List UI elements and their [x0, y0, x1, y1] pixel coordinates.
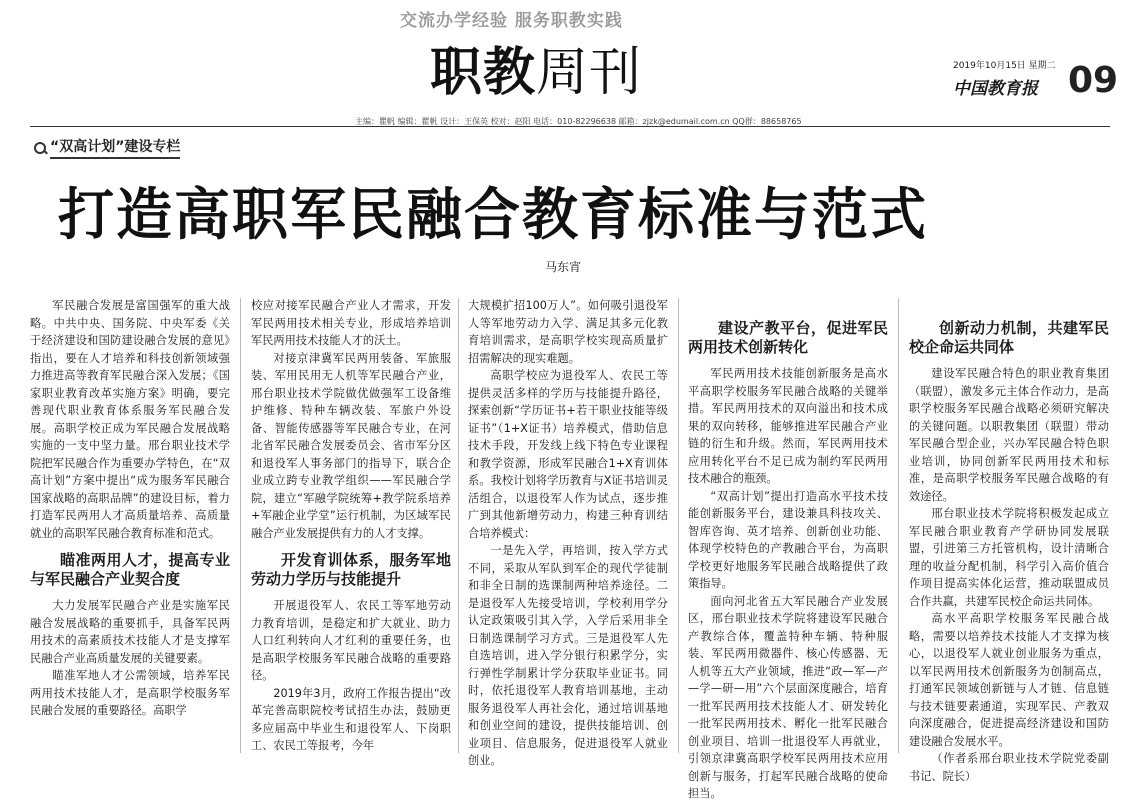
paragraph: 一是先入学，再培训，按入学方式不同，采取从军队到军企的现代学徒制和非全日制的选课制两种培养途径。二是退役军人先接受培训，学校利用学分认定政策吸引其入学，入学后采用非全日制选课制学习方式。三是退役军人先自选培训，进入学分银行积累学分，实行弹性学制累计学分获取毕业证书。同时，依托退役军人教育培训基地，主动服务退役军人再社会化，通过培训基地和创业空间的建设，提供技能培训、创业项目、信息服务，促进退役军人就业创业。	[468, 544, 668, 767]
paragraph: 2019年3月，政府工作报告提出“改革完善高职院校考试招生办法，鼓励更多应届高中毕业生和退役军人、下岗职工、农民工等报考，今年	[251, 686, 451, 752]
masthead-bold: 职教	[430, 43, 537, 103]
paragraph: 高职学校应为退役军人、农民工等提供灵活多样的学历与技能提升路径，探索创新“学历证书+若干职业技能等级证书”（1+X证书）培养模式，借助信息技术手段，开发线上线下特色专业课程和教学资源，形成军民融合1+X育训体系。我校计划将学历教育与X证书培训灵活组合，以退役军人作为试点，逐步推广到其他新增劳动力，构建三种育训结合培养模式：	[468, 369, 668, 540]
slogan: 交流办学经验 服务职教实践	[400, 11, 623, 31]
column-divider	[240, 298, 241, 753]
column-divider	[898, 298, 899, 753]
column-divider	[678, 298, 679, 753]
paragraph: 大规模扩招100万人”。如何吸引退役军人等军地劳动力入学、满足其多元化教育培训需求，是高职学校实现高质量扩招需解决的现实难题。	[468, 299, 668, 365]
paragraph: 建设军民融合特色的职业教育集团（联盟），激发多元主体合作动力，是高职学校服务军民融合战略必须研究解决的关键问题。以职教集团（联盟）带动军民融合型企业，兴办军民融合特色职业培训，协同创新军民两用技术和标准，是高职学校服务军民融合战略的有效途径。	[909, 367, 1109, 503]
headline: 打造高职军民融合教育标准与范式	[58, 183, 928, 248]
byline: 马东宵	[545, 260, 582, 274]
search-icon	[34, 142, 46, 154]
paragraph: 大力发展军民融合产业是实施军民融合发展战略的重要抓手，具备军民两用技术的高素质技术技能人才是支撑军民融合产业高质量发展的关键要素。	[30, 599, 230, 665]
subheading: 瞄准两用人才，提高专业与军民融合产业契合度	[30, 551, 230, 588]
paragraph: 高水平高职学校服务军民融合战略，需要以培养技术技能人才支撑为核心，以退役军人就业创业服务为重点，以军民两用技术创新服务为创制高点，打通军民领域创新链与人才链、信息链与技术链要素通道，实现军民、产教双向深度融合，促进提高经济建设和国防建设融合发展水平。	[909, 612, 1109, 748]
subheading: 开发育训体系，服务军地劳动力学历与技能提升	[251, 551, 451, 588]
editorial-credits: 主编：瞿帆 编辑：瞿帆 设计：王保英 校对：赵阳 电话：010-82296638 邮箱：zjzk@edumail.com.cn QQ群：88658765	[355, 117, 802, 126]
article-column-5	[909, 297, 1109, 785]
article-column-2	[251, 297, 451, 755]
column-divider	[458, 298, 459, 753]
issue-date: 2019年10月15日 星期二	[953, 61, 1056, 71]
column-tag	[34, 136, 180, 159]
paper-name: 中国教育报	[953, 79, 1038, 99]
paragraph: 邢台职业技术学院将积极发起成立军民融合职业教育产学研协同发展联盟，引进第三方托管机构，设计清晰合理的收益分配机制，科学引入高价值合作项目提高实体化运营，推动联盟成员合作共赢，共建军民校企命运共同体。	[909, 507, 1109, 608]
subheading: 创新动力机制，共建军民校企命运共同体	[909, 319, 1109, 356]
header-divider	[30, 126, 1110, 127]
paragraph: 面向河北省五大军民融合产业发展区，邢台职业技术学院将建设军民融合产教综合体，覆盖特种车辆、特种服装、军民两用微器件、核心传感器、无人机等五大产业领域，推进“政—军—产—学—研—用”六个层面深度融合，培育一批军民两用技术技能人才、研发转化一批军民两用技术、孵化一批军民融合创业项目、培训一批退役军人再就业，引领京津冀高职学校军民两用技术应用创新与服务，打起军民融合战略的使命担当。	[688, 594, 888, 800]
paragraph: “双高计划”提出打造高水平技术技能创新服务平台，建设兼具科技攻关、智库咨询、英才培养、创新创业功能、体现学校特色的产教融合平台，为高职学校更好地服务军民融合战略提供了政策指导。	[688, 489, 888, 590]
author-note: （作者系邢台职业技术学院党委副书记、院长）	[909, 752, 1109, 783]
masthead	[430, 30, 642, 105]
column-tag-label: “双高计划”建设专栏	[50, 136, 180, 159]
paragraph: 校应对接军民融合产业人才需求，开发军民两用技术相关专业，形成培养培训军民两用技术技能人才的沃土。	[251, 299, 451, 347]
paragraph: 瞄准军地人才公需领域，培养军民两用技术技能人才，是高职学校服务军民融合发展的重要路径。高职学	[30, 669, 230, 717]
subheading: 建设产教平台，促进军民两用技术创新转化	[688, 319, 888, 356]
paragraph: 开展退役军人、农民工等军地劳动力教育培训，是稳定和扩大就业、助力人口红利转向人才红利的重要任务，也是高职学校服务军民融合战略的重要路径。	[251, 599, 451, 682]
article-column-3	[468, 297, 668, 770]
masthead-thin: 周刊	[536, 43, 643, 103]
paragraph: 对接京津冀军民两用装备、军旅服装、军用民用无人机等军民融合产业，邢台职业技术学院做优做强军工设备维护维修、特种车辆改装、军旅户外设备、智能传感器等军民融合专业，在河北省军民融合发展委员会、省市军分区和退役军人事务部门的指导下，联合企业成立跨专业教学组织——军民融合学院，建立“军融学院统筹+教学院系培养+军融企业学堂”运行机制，为区域军民融合产业发展提供有力的人才支撑。	[251, 351, 451, 540]
paragraph: 军民两用技术技能创新服务是高水平高职学校服务军民融合战略的关键举措。军民两用技术的双向溢出和技术成果的双向转移，能够推进军民融合产业链的衍生和升级。然而，军民两用技术应用转化平台不足已成为制约军民两用技术融合的瓶颈。	[688, 367, 888, 485]
article-column-4	[688, 297, 888, 803]
article-column-1	[30, 297, 230, 720]
paragraph: 军民融合发展是富国强军的重大战略。中共中央、国务院、中央军委《关于经济建设和国防建设融合发展的意见》指出，要在人才培养和科技创新领域强力推进高等教育军民融合深入发展；《国家职业教育改革实施方案》明确，要完善现代职业教育体系服务军民融合发展。高职学校正成为军民融合发展战略实施的一支中坚力量。邢台职业技术学院把军民融合作为重要办学特色，在“双高计划”方案中提出“成为服务军民融合国家战略的高职品牌”的建设目标，着力打造军民两用人才高质量培养、高质量就业的高职军民融合教育标准和范式。	[30, 299, 230, 540]
page-number: 09	[1068, 60, 1119, 101]
